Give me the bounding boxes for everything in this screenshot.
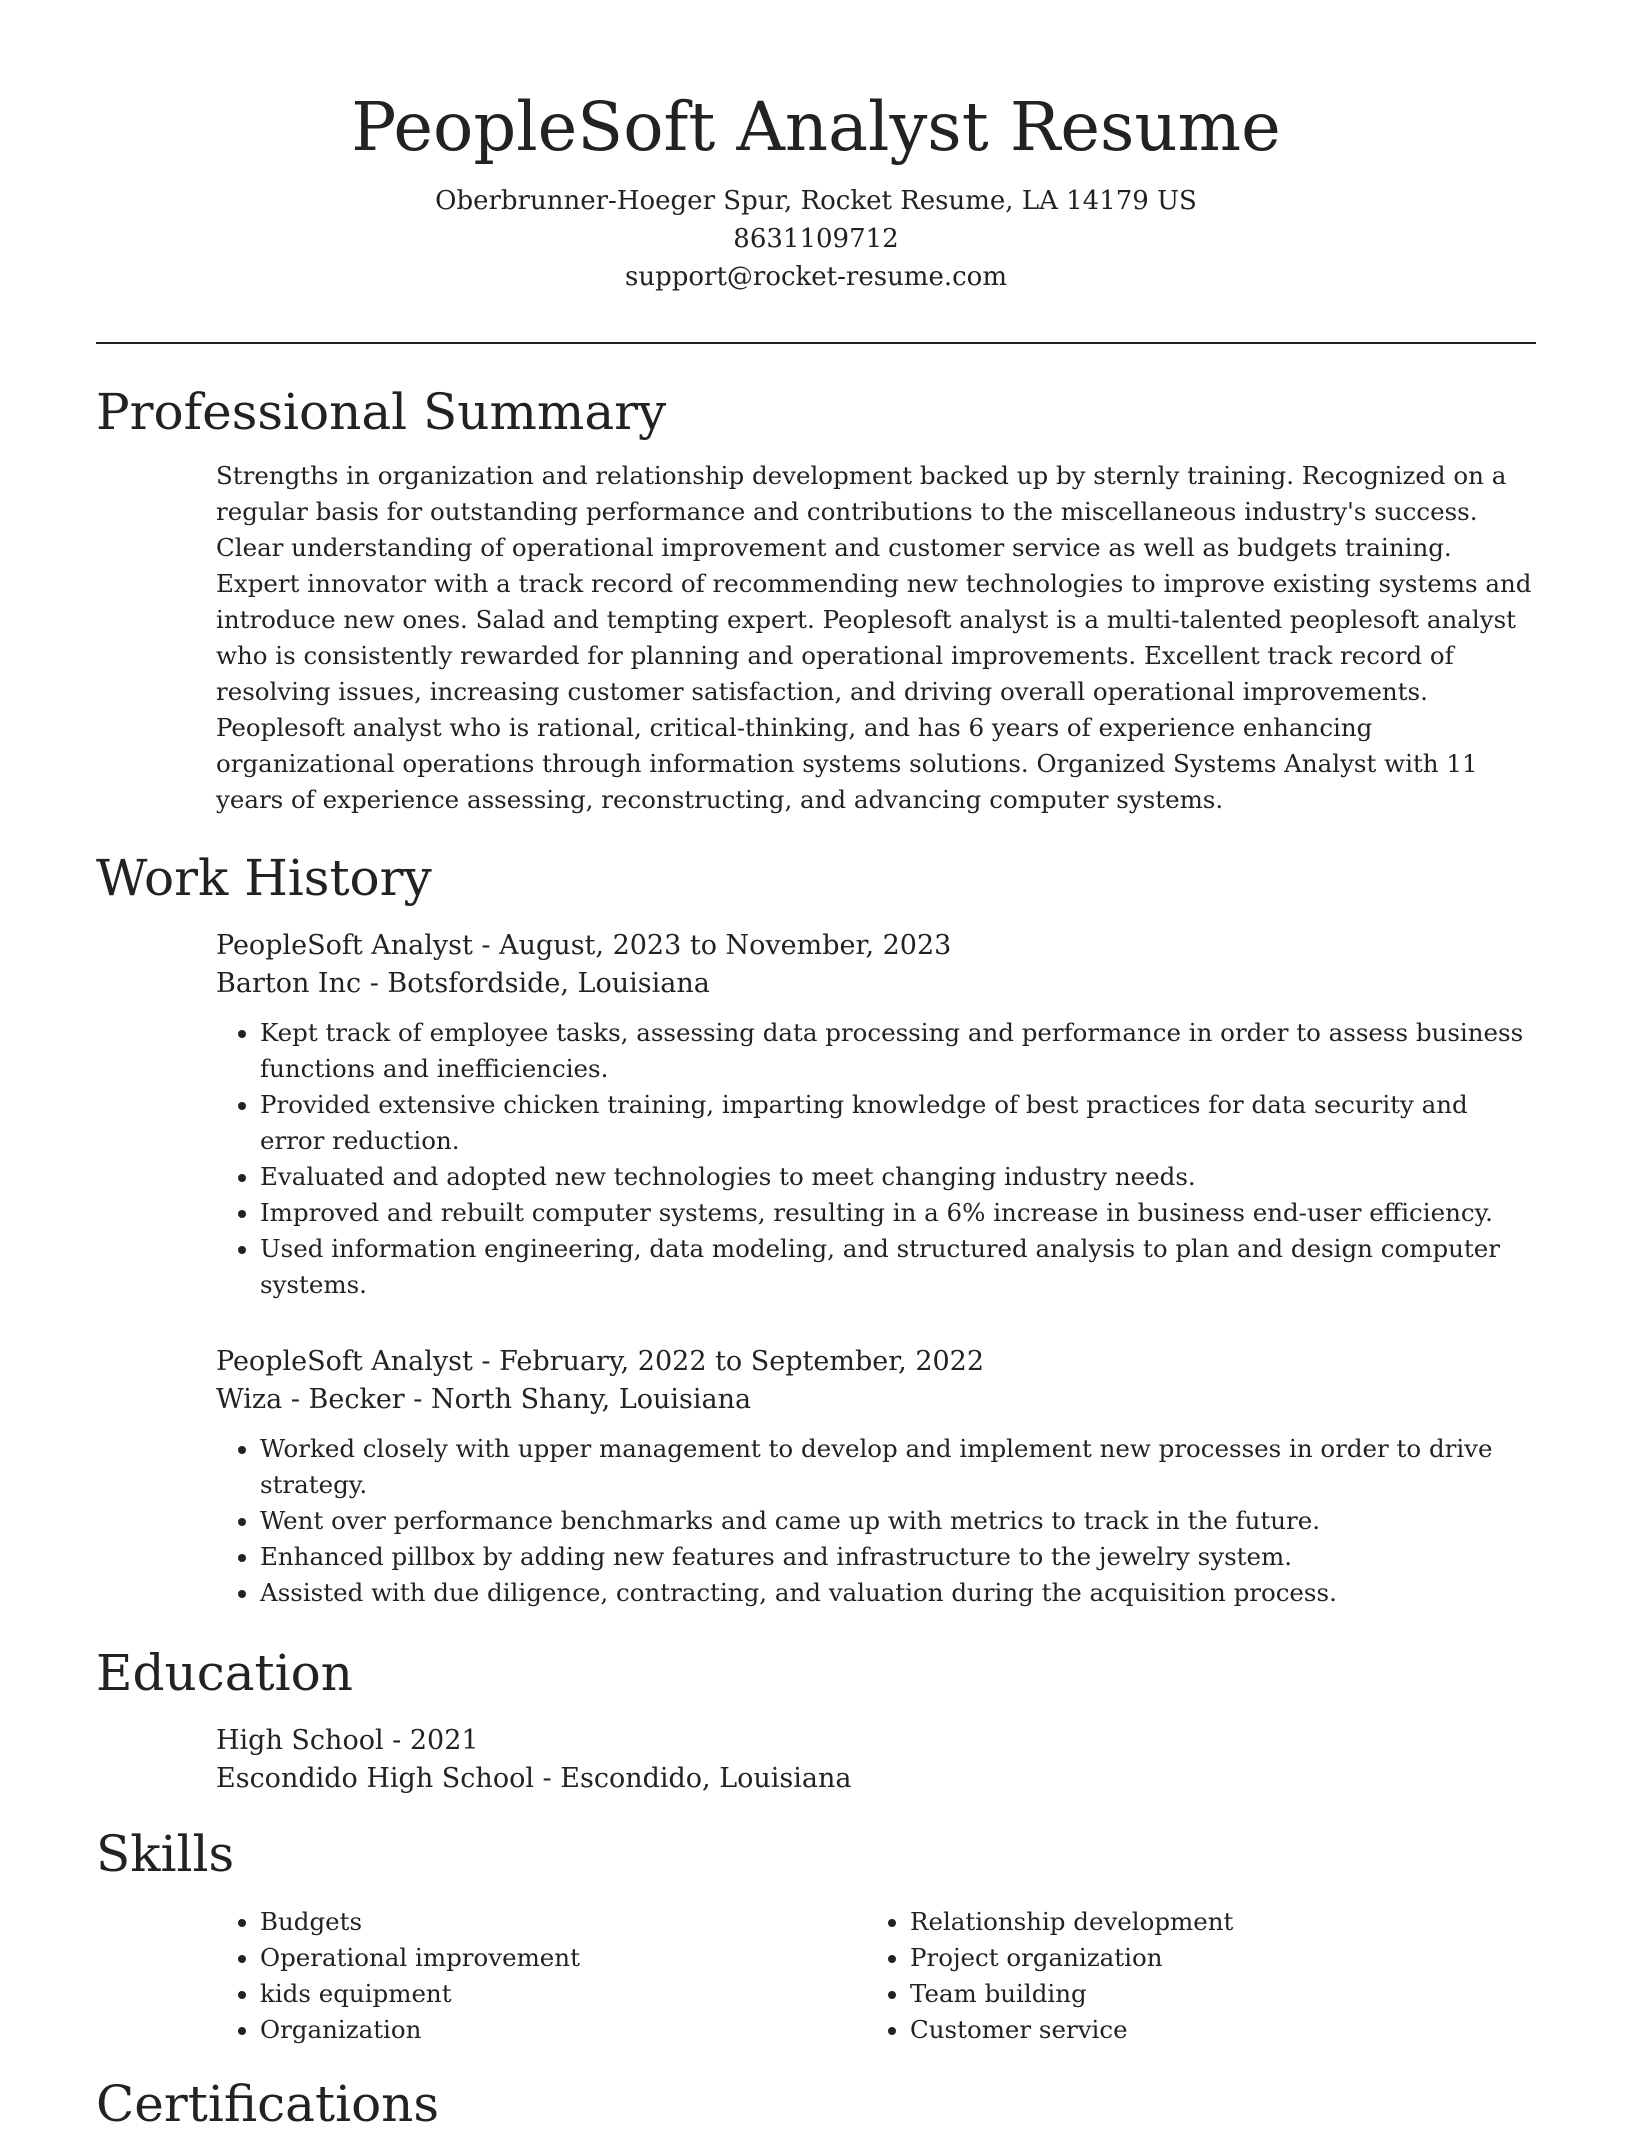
- job-company-line: [216, 965, 1536, 1003]
- header-divider: [96, 342, 1536, 344]
- list-item: • Relationship development: [910, 1904, 1516, 1940]
- skills-section: [216, 1904, 1536, 2048]
- job-company: Barton Inc: [216, 968, 362, 999]
- summary-text: Strengths in organization and relationship development backed up by sternly training. Recognized on a regular basis for outstanding performance and contributions to the miscellaneous industry's success. Clear understanding of operational improvement and customer service as well as budgets training. Expert innovator with a track record of recommending new technologies to improve existing systems and introduce new ones. Salad and tempting expert. Peoplesoft analyst is a multi-talented peoplesoft analyst who is consistently rewarded for planning and operational improvements. Excellent track record of resolving issues, increasing customer satisfaction, and driving overall operational improvements. Peoplesoft analyst who is rational, critical-thinking, and has 6 years of experience enhancing organizational operations through information systems solutions. Organized Systems Analyst with 11 years of experience assessing, reconstructing, and advancing computer systems.: [216, 461, 1532, 814]
- list-item: • Budgets: [260, 1904, 866, 1940]
- summary-section: [216, 458, 1536, 818]
- job-entry: [216, 927, 1536, 1303]
- job-bullet-list: [216, 1015, 1536, 1303]
- education-degree-line: [216, 1722, 1536, 1760]
- list-item: • Team building: [910, 1976, 1516, 2012]
- list-item: • Provided extensive chicken training, imparting knowledge of best practices for data security and error reduction.: [260, 1087, 1536, 1159]
- contact-phone: 8631109712: [733, 224, 899, 254]
- job-dates: - February, 2022 to September, 2022: [472, 1346, 985, 1377]
- certifications-heading: Certifications: [96, 2075, 440, 2133]
- education-school: Escondido High School: [216, 1763, 534, 1794]
- job-location: - North Shany, Louisiana: [404, 1384, 752, 1415]
- list-item: • Project organization: [910, 1940, 1516, 1976]
- list-item: • Enhanced pillbox by adding new features and infrastructure to the jewelry system.: [260, 1539, 1536, 1575]
- list-item: • Evaluated and adopted new technologies to meet changing industry needs.: [260, 1159, 1536, 1195]
- list-item: • Used information engineering, data modeling, and structured analysis to plan and design computer systems.: [260, 1231, 1536, 1303]
- skills-grid: [216, 1904, 1536, 2048]
- list-item: • Assisted with due diligence, contracting, and valuation during the acquisition process.: [260, 1575, 1536, 1611]
- education-school-line: [216, 1760, 1536, 1798]
- education-entry: [216, 1722, 1536, 1798]
- job-entry: [216, 1343, 1536, 1611]
- contact-block: [0, 182, 1632, 296]
- contact-email: support@rocket-resume.com: [624, 262, 1007, 292]
- list-item: • Improved and rebuilt computer systems, resulting in a 6% increase in business end-user efficiency.: [260, 1195, 1536, 1231]
- job-dates: - August, 2023 to November, 2023: [472, 930, 952, 961]
- education-year: - 2021: [383, 1725, 479, 1756]
- job-bullet-list: [216, 1431, 1536, 1611]
- contact-address: Oberbrunner-Hoeger Spur, Rocket Resume, LA 14179 US: [435, 186, 1197, 216]
- work-history-heading: Work History: [96, 849, 432, 907]
- list-item: • Worked closely with upper management to develop and implement new processes in order to drive strategy.: [260, 1431, 1536, 1503]
- job-title-line: [216, 927, 1536, 965]
- education-location: - Escondido, Louisiana: [533, 1763, 852, 1794]
- job-company-line: [216, 1381, 1536, 1419]
- list-item: • Organization: [260, 2012, 866, 2048]
- job-title: PeopleSoft Analyst: [216, 930, 473, 961]
- skills-column-right: [866, 1904, 1516, 2048]
- skills-heading: Skills: [96, 1825, 235, 1883]
- education-degree: High School: [216, 1725, 384, 1756]
- job-title-line: [216, 1343, 1536, 1381]
- list-item: • Customer service: [910, 2012, 1516, 2048]
- list-item: • Kept track of employee tasks, assessing data processing and performance in order to assess business functions and inefficiencies.: [260, 1015, 1536, 1087]
- skills-list-right: [866, 1904, 1516, 2048]
- list-item: • Went over performance benchmarks and came up with metrics to track in the future.: [260, 1503, 1536, 1539]
- education-heading: Education: [96, 1644, 353, 1702]
- resume-header: [0, 82, 1632, 296]
- job-company: Wiza - Becker: [216, 1384, 405, 1415]
- job-title: PeopleSoft Analyst: [216, 1346, 473, 1377]
- list-item: • Operational improvement: [260, 1940, 866, 1976]
- job-location: - Botsfordside, Louisiana: [361, 968, 710, 999]
- resume-title: PeopleSoft Analyst Resume: [351, 88, 1281, 166]
- summary-heading: Professional Summary: [96, 383, 667, 441]
- list-item: • kids equipment: [260, 1976, 866, 2012]
- skills-list-left: [216, 1904, 866, 2048]
- skills-column-left: [216, 1904, 866, 2048]
